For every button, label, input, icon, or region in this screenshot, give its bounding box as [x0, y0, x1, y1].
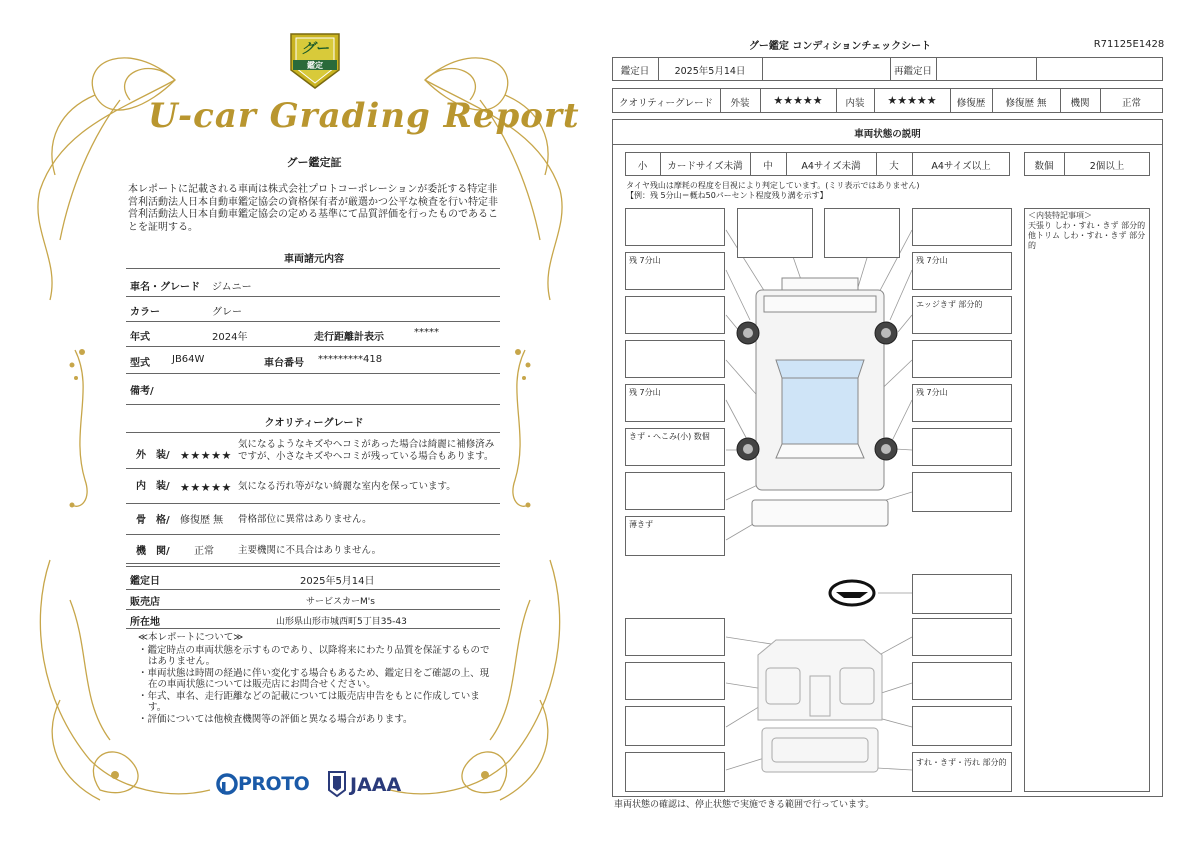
condition-box	[912, 574, 1012, 614]
name-value: ジムニー	[212, 282, 252, 293]
condition-box	[912, 208, 1012, 246]
condition-box	[625, 706, 725, 746]
size-mid-label: 中	[763, 161, 773, 172]
frame-desc: 骨格部位に異常はありません。	[238, 514, 372, 525]
edge-scratch-note: エッジきず 部分的	[916, 300, 983, 309]
exterior-desc: 気になるようなキズやヘコミがあった場合は綺麗に補修済みですが、小さなキズやヘコミが残っている場合もあります。	[238, 439, 495, 462]
condition-box	[912, 340, 1012, 378]
mileage-label: 走行距離計表示	[314, 332, 384, 343]
appraisal-date-value: 2025年5月14日	[300, 576, 375, 587]
tire-note-2: 【例：残 5分山＝概ね50パーセント程度残り溝を示す】	[626, 191, 828, 200]
chassis-value: *********418	[318, 354, 383, 365]
condition-box	[912, 472, 1012, 512]
model-value: JB64W	[172, 354, 205, 365]
condition-check-sheet	[600, 0, 1200, 848]
proto-logo-text: PROTO	[238, 773, 310, 795]
note-item: ・評価については他検査機関等の評価と異なる場合があります。	[138, 713, 413, 725]
logo-badge-text: グー	[301, 41, 329, 57]
condition-box	[625, 252, 725, 290]
interior-stars: ★★★★★	[180, 481, 232, 494]
spec-section-title: 車両諸元内容	[284, 254, 344, 265]
sheet-engine-label: 機関	[1070, 98, 1090, 109]
frame-label: 骨 格/	[136, 515, 170, 526]
condition-box	[912, 384, 1012, 422]
quality-row-frame	[126, 504, 500, 535]
quality-row-interior	[126, 469, 500, 504]
address-label: 所在地	[130, 617, 160, 628]
quality-row-exterior	[126, 434, 500, 469]
condition-box	[912, 252, 1012, 290]
condition-box	[912, 706, 1012, 746]
tire-tread-rear-left: 残 7分山	[629, 388, 661, 397]
engine-label: 機 関/	[136, 546, 170, 557]
appraisal-date-row	[126, 566, 500, 590]
quality-section-title: クオリティーグレード	[264, 418, 364, 429]
count-value: 2個以上	[1089, 161, 1125, 172]
sheet-int-stars: ★★★★★	[887, 94, 937, 107]
condition-box	[625, 384, 725, 422]
sheet-repair-value: 修復歴 無	[1005, 98, 1047, 109]
light-scratch-note: 薄きず	[629, 520, 653, 529]
condition-box	[625, 340, 725, 378]
sheet-footer: 車両状態の確認は、停止状態で実施できる範囲で行っています。	[614, 800, 875, 810]
year-label: 年式	[130, 332, 150, 343]
condition-box	[625, 472, 725, 510]
certificate-intro: 本レポートに記載される車両は株式会社プロトコーポレーションが委託する特定非営利活動法人日本自動車鑑定協会の資格保有者が厳選かつ公平な検査を行い特定非営利活動法人日本自動車鑑定協会の定める基準にて品質評価を行ったものであることを証明する。	[128, 184, 498, 233]
interior-note-item: 他トリム しわ・すれ・きず 部分的	[1028, 231, 1146, 250]
model-label: 型式	[130, 358, 150, 369]
shop-row	[126, 589, 500, 610]
color-value: グレー	[212, 307, 242, 318]
sheet-int-label: 内装	[845, 98, 865, 109]
engine-value: 正常	[194, 546, 214, 557]
sheet-date-label: 鑑定日	[620, 66, 650, 77]
proto-mark-icon	[216, 772, 238, 796]
color-label: カラー	[130, 307, 160, 318]
spec-row-remarks	[126, 374, 500, 405]
interior-wear-note: すれ・きず・汚れ 部分的	[916, 758, 1007, 767]
condition-box	[625, 428, 725, 466]
appraisal-date-label: 鑑定日	[130, 576, 160, 587]
frame-value: 修復歴 無	[180, 515, 224, 526]
size-mid-desc: A4サイズ未満	[801, 161, 861, 172]
jaaa-logo-text: JAAA	[350, 774, 402, 796]
notes-heading: ≪本レポートについて≫	[138, 632, 244, 643]
quality-row-engine	[126, 535, 500, 564]
sheet-date-value: 2025年5月14日	[674, 66, 746, 77]
grade-label: クオリティーグレード	[618, 98, 714, 109]
sheet-ext-stars: ★★★★★	[773, 94, 823, 107]
interior-label: 内 装/	[136, 481, 170, 492]
year-value: 2024年	[212, 332, 248, 343]
tire-note-1: タイヤ残山は摩耗の程度を目視により判定しています。(ミリ表示ではありません)	[626, 181, 920, 190]
condition-box	[912, 662, 1012, 700]
interior-note-item: 天張り しわ・すれ・きず 部分的	[1028, 221, 1146, 230]
note-item: ・車両状態は時間の経過に伴い変化する場合もあるため、鑑定日をご確認の上、現在の車両状態については販売店にお問合せください。	[138, 667, 490, 690]
size-large-label: 大	[889, 161, 899, 172]
report-notes	[138, 632, 498, 725]
size-small-desc: カードサイズ未満	[667, 161, 743, 172]
sheet-engine-value: 正常	[1121, 98, 1141, 109]
interior-notes-title: ＜内装特記事項＞	[1028, 211, 1092, 220]
spec-row-year	[126, 322, 500, 347]
sheet-repair-label: 修復歴	[956, 98, 986, 109]
spec-row-model	[126, 347, 500, 374]
reappraisal-label: 再鑑定日	[893, 66, 932, 77]
certificate-title: グー鑑定証	[286, 156, 342, 169]
condition-box	[912, 618, 1012, 656]
condition-box	[824, 208, 900, 258]
condition-box	[625, 516, 725, 556]
logo-badge-sub: 鑑定	[307, 61, 323, 70]
note-item: ・鑑定時点の車両状態を示すものであり、以降将来にわたり品質を保証するものではありません。	[138, 644, 490, 667]
engine-desc: 主要機関に不具合はありません。	[238, 545, 382, 556]
damage-note-left: きず・へこみ(小) 数個	[629, 432, 710, 441]
spec-row-color	[126, 297, 500, 322]
condition-box	[625, 618, 725, 656]
jaaa-mark-icon	[326, 770, 348, 798]
tire-tread-front-left: 残 7分山	[629, 256, 661, 265]
condition-box	[625, 662, 725, 700]
condition-title: 車両状態の説明	[854, 129, 921, 140]
exterior-stars: ★★★★★	[180, 449, 232, 462]
report-title: U-car Grading Report	[148, 96, 580, 136]
count-label: 数個	[1034, 161, 1054, 172]
mileage-value: *****	[414, 327, 439, 338]
goo-kantei-logo	[287, 30, 343, 90]
tire-tread-rear-right: 残 7分山	[916, 388, 948, 397]
remarks-label: 備考/	[130, 386, 154, 397]
exterior-label: 外 装/	[136, 450, 170, 461]
chassis-label: 車台番号	[264, 358, 304, 369]
sheet-doc-id: R71125E1428	[1093, 39, 1165, 50]
condition-box	[625, 296, 725, 334]
condition-box	[912, 752, 1012, 792]
address-value: 山形県山形市城西町5丁目35-43	[276, 617, 407, 627]
interior-desc: 気になる汚れ等がない綺麗な室内を保っています。	[238, 481, 456, 492]
condition-box	[912, 296, 1012, 334]
shop-value: サービスカーM's	[306, 597, 375, 607]
spec-row-name	[126, 272, 500, 297]
sheet-ext-label: 外装	[730, 98, 750, 109]
condition-box	[912, 428, 1012, 466]
shop-label: 販売店	[130, 597, 160, 608]
condition-box	[737, 208, 813, 258]
size-large-desc: A4サイズ以上	[931, 161, 991, 172]
condition-box	[625, 208, 725, 246]
tire-tread-front-right: 残 7分山	[916, 256, 948, 265]
address-row	[126, 610, 500, 629]
name-label: 車名・グレード	[130, 282, 200, 293]
note-item: ・年式、車名、走行距離などの記載については販売店申告をもとに作成しています。	[138, 690, 480, 713]
size-small-label: 小	[637, 161, 648, 172]
interior-notes-box	[1024, 208, 1150, 792]
condition-box	[625, 752, 725, 792]
sheet-title: グー鑑定 コンディションチェックシート	[748, 41, 932, 52]
